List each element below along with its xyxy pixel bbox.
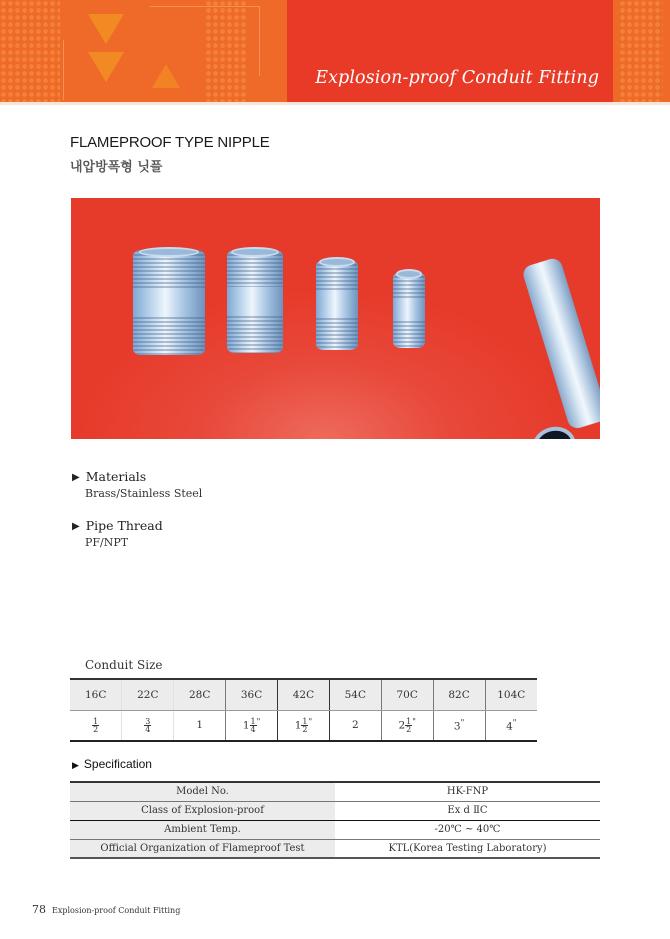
dot-grid-pattern (0, 0, 60, 102)
spec-row-ambient-temp (70, 820, 600, 839)
triangle-bullet-icon: ▶ (72, 472, 80, 483)
specification-label: Specification (83, 757, 152, 771)
spec-label: Model No. (70, 782, 335, 801)
conduit-header-cell: 28C (174, 679, 226, 710)
conduit-header-cell: 70C (381, 679, 433, 710)
conduit-header-cell: 36C (226, 679, 278, 710)
footer-text: Explosion-proof Conduit Fitting (52, 906, 181, 915)
spec-row-model (70, 782, 600, 801)
banner-bottom-strip (0, 102, 670, 105)
nipple-image-medium-large (227, 250, 283, 353)
conduit-header-cell: 42C (278, 679, 330, 710)
conduit-value-cell: $\frac{1}{2}$ (70, 710, 122, 741)
pipe-thread-label: Pipe Thread (85, 518, 163, 533)
conduit-value-cell: 2 (329, 710, 381, 741)
conduit-header-cell: 16C (70, 679, 122, 710)
conduit-value-row (70, 710, 537, 741)
conduit-header-cell: 82C (433, 679, 485, 710)
spec-value: -20℃ ~ 40℃ (335, 820, 600, 839)
section-title: Explosion-proof Conduit Fitting (315, 68, 599, 88)
materials-section (72, 469, 202, 500)
spec-label: Official Organization of Flameproof Test (70, 839, 335, 858)
circuit-line-decoration (52, 40, 64, 100)
spec-value: KTL(Korea Testing Laboratory) (335, 839, 600, 858)
conduit-header-cell: 54C (329, 679, 381, 710)
pipe-thread-section (72, 518, 163, 549)
dot-grid-pattern (619, 0, 663, 102)
triangle-bullet-icon: ▶ (72, 521, 80, 532)
materials-value: Brass/Stainless Steel (85, 487, 203, 500)
product-photo (71, 198, 600, 439)
spec-row-class (70, 801, 600, 820)
conduit-value-cell: 4" (485, 710, 537, 741)
page-number: 78 (32, 903, 46, 916)
spec-row-test-organization (70, 839, 600, 858)
spec-value: HK-FNP (335, 782, 600, 801)
specification-heading (72, 757, 152, 771)
nipple-image-small (393, 272, 425, 348)
pipe-thread-value: PF/NPT (85, 536, 129, 549)
triangle-up-decoration (152, 64, 180, 88)
conduit-value-cell: $\frac{3}{4}$ (122, 710, 174, 741)
header-banner (0, 0, 670, 102)
conduit-header-cell: 22C (122, 679, 174, 710)
spec-value: Ex d ⅡC (335, 801, 600, 820)
nipple-image-medium (316, 260, 358, 350)
triangle-down-decoration (88, 14, 124, 44)
materials-label: Materials (85, 469, 147, 484)
conduit-value-cell: 1 (174, 710, 226, 741)
conduit-header-cell: 104C (485, 679, 537, 710)
conduit-value-cell: 3" (433, 710, 485, 741)
conduit-size-table (70, 678, 537, 742)
long-nipple-image (521, 256, 600, 430)
conduit-header-row (70, 679, 537, 710)
conduit-value-cell: 1 $\frac{1}{4}$ " (226, 710, 278, 741)
triangle-bullet-icon: ▶ (72, 760, 79, 770)
nipple-image-large (133, 250, 205, 355)
triangle-down-decoration (88, 52, 124, 82)
conduit-value-cell: 2 $\frac{1}{2}$ " (381, 710, 433, 741)
spec-label: Class of Explosion-proof (70, 801, 335, 820)
conduit-value-cell: 1 $\frac{1}{2}$ " (278, 710, 330, 741)
specification-table (70, 781, 600, 859)
product-title-korean: 내압방폭형 닛플 (70, 160, 163, 175)
product-title: FLAMEPROOF TYPE NIPPLE (70, 134, 270, 151)
conduit-size-label: Conduit Size (85, 658, 163, 672)
spec-label: Ambient Temp. (70, 820, 335, 839)
page-footer (32, 898, 180, 917)
